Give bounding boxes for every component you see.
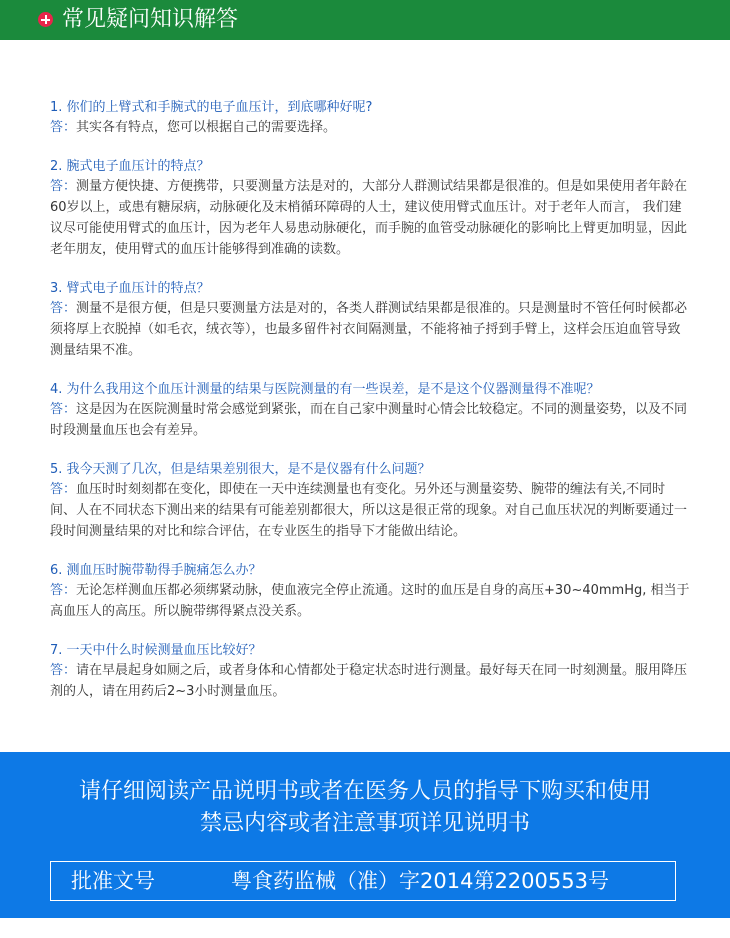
answer-text: 测量方便快捷、方便携带，只要测量方法是对的，大部分人群测试结果都是很准的。但是如果使用者年龄在60岁以上，或患有糖尿病，动脉硬化及末梢循环障碍的人士，建议使用臂式血压计。对于老年人而言， 我们建议尽可能使用臂式的血压计，因为老年人易患动脉硬化，而手腕的血管受动脉硬化的影响比上臂更加明显，因此老年朋友，使用臂式的血压计能够得到准确的读数。 [50,179,688,257]
faq-answer [50,660,690,702]
page-title: 常见疑问知识解答 [62,7,239,32]
faq-item [50,380,690,441]
faq-answer [50,580,690,622]
faq-question: 1. 你们的上臂式和手腕式的电子血压计，到底哪种好呢? [50,100,373,115]
faq-question: 5. 我今天测了几次，但是结果差别很大，是不是仪器有什么问题？ [50,462,431,477]
faq-answer [50,399,690,441]
purchase-notice [0,776,730,840]
answer-text: 无论怎样测血压都必须绑紧动脉，使血液完全停止流通。这时的血压是自身的高压+30~40mmHg, 相当于高血压人的高压。所以腕带绑得紧点没关系。 [50,583,690,619]
faq-question: 3. 臂式电子血压计的特点？ [50,281,210,296]
faq-list [50,98,690,721]
answer-text: 请在早晨起身如厕之后，或者身体和心情都处于稳定状态时进行测量。最好每天在同一时刻测量。服用降压剂的人，请在用药后2~3小时测量血压。 [50,663,688,699]
notice-line-1: 请仔细阅读产品说明书或者在医务人员的指导下购买和使用 [78,779,651,804]
approval-number-box [50,861,676,901]
faq-question: 4. 为什么我用这个血压计测量的结果与医院测量的有一些误差，是不是这个仪器测量得不准呢？ [50,382,600,397]
answer-prefix: 答： [50,583,77,598]
answer-prefix: 答： [50,663,77,678]
answer-text: 测量不是很方便，但是只要测量方法是对的，各类人群测试结果都是很准的。只是测量时不管任何时候都必须将厚上衣脱掉（如毛衣，绒衣等），也最多留件衬衣间隔测量，不能将袖子捋到手臂上，这样会压迫血管导致测量结果不准。 [50,301,688,358]
faq-item [50,279,690,361]
faq-item [50,98,690,138]
answer-text: 其实各有特点，您可以根据自己的需要选择。 [76,120,337,135]
answer-prefix: 答： [50,120,77,135]
faq-item [50,460,690,542]
faq-answer [50,298,690,361]
approval-number: 粤食药监械（准）字2014第2200553号 [231,869,609,893]
faq-question: 2. 腕式电子血压计的特点？ [50,159,210,174]
answer-text: 血压时时刻刻都在变化，即使在一天中连续测量也有变化。另外还与测量姿势、腕带的缠法有关,不同时间、人在不同状态下测出来的结果有可能差别都很大，所以这是很正常的现象。对自己血压状况的判断要通过一段时间测量结果的对比和综合评估，在专业医生的指导下才能做出结论。 [50,482,688,539]
footer-banner [0,752,730,918]
answer-text: 这是因为在医院测量时常会感觉到紧张，而在自己家中测量时心情会比较稳定。不同的测量姿势，以及不同时段测量血压也会有差异。 [50,402,688,438]
faq-answer [50,176,690,260]
faq-answer [50,479,690,542]
answer-prefix: 答： [50,301,77,316]
faq-question: 6. 测血压时腕带勒得手腕痛怎么办？ [50,563,262,578]
answer-prefix: 答： [50,179,77,194]
answer-prefix: 答： [50,402,77,417]
plus-icon [38,12,53,27]
faq-answer [50,117,690,138]
faq-item [50,561,690,622]
header-bar [0,0,730,40]
notice-line-2: 禁忌内容或者注意事项详见说明书 [199,811,530,836]
faq-question: 7. 一天中什么时候测量血压比较好？ [50,643,262,658]
answer-prefix: 答： [50,482,77,497]
faq-item [50,157,690,260]
faq-item [50,641,690,702]
approval-label: 批准文号 [71,869,155,893]
